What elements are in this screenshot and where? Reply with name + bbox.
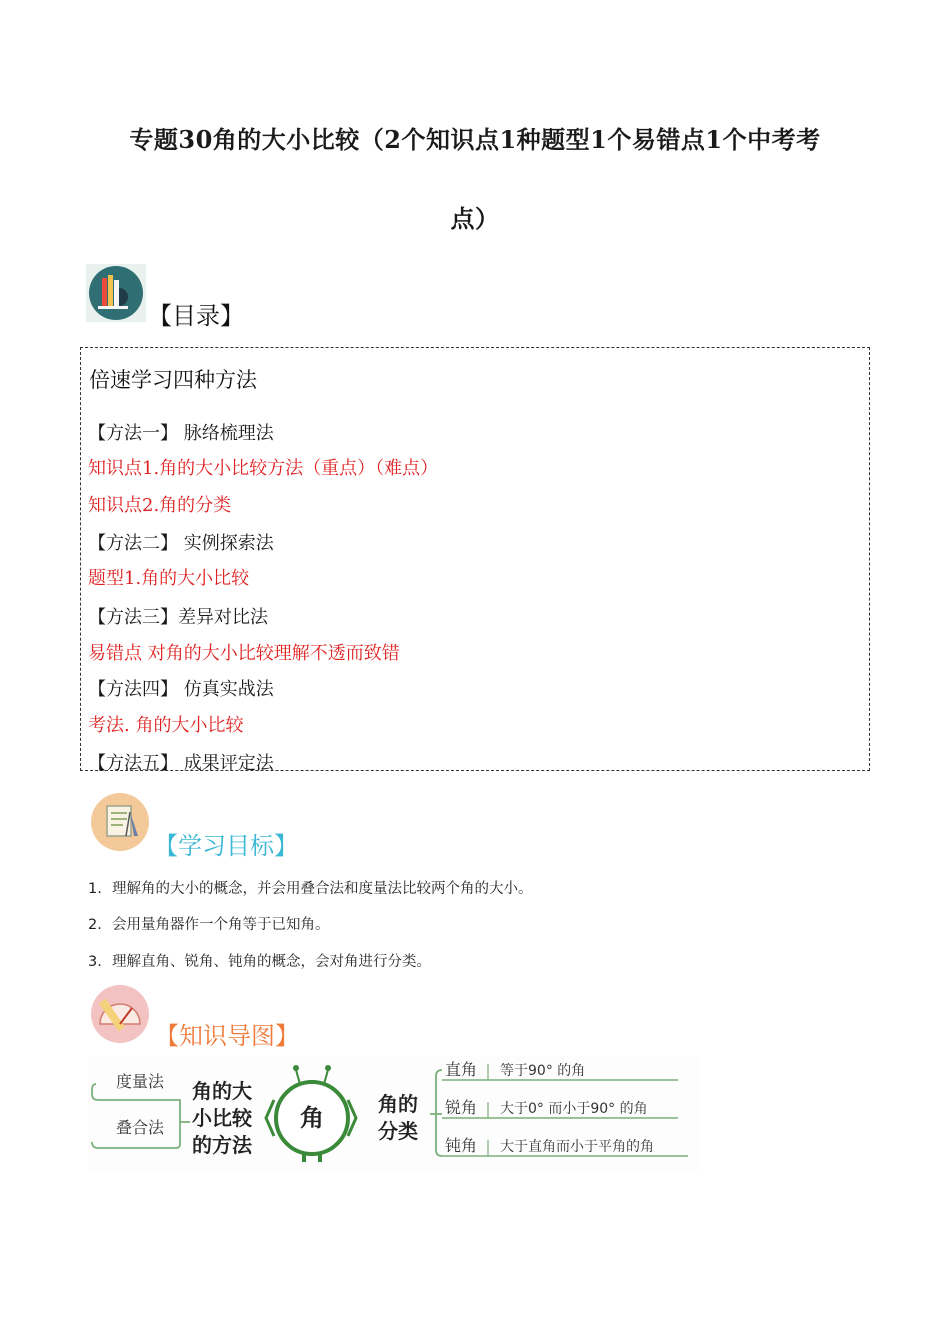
books-icon bbox=[86, 264, 146, 322]
goal-text: 理解直角、锐角、钝角的概念，会对角进行分类。 bbox=[112, 954, 431, 970]
mindmap-left-title-1: 角的大 bbox=[192, 1079, 252, 1103]
mindmap-branch-name-3: 钝角 bbox=[445, 1136, 478, 1155]
mindmap-left-item-2: 叠合法 bbox=[116, 1118, 165, 1137]
goals-section-label: 【学习目标】 bbox=[154, 832, 298, 860]
goal-number: 2. bbox=[88, 917, 102, 933]
page-title-line-1: 专题30角的大小比较（2个知识点1种题型1个易错点1个中考考 bbox=[129, 125, 821, 154]
goal-text: 理解角的大小的概念，并会用叠合法和度量法比较两个角的大小。 bbox=[112, 881, 533, 897]
mindmap-right-title-1: 角的 bbox=[378, 1092, 418, 1116]
goal-item-1 bbox=[88, 877, 533, 898]
toc-line-knowledge-1[interactable]: 知识点1.角的大小比较方法（重点）（难点） bbox=[88, 458, 439, 479]
notebook-icon bbox=[90, 792, 152, 852]
mindmap-left-title-2: 小比较 bbox=[192, 1106, 252, 1130]
mindmap-branch-name-1: 直角 bbox=[445, 1060, 478, 1079]
mindmap-branch-desc-2: 大于0° 而小于90° 的角 bbox=[500, 1101, 648, 1117]
goal-item-3 bbox=[88, 950, 431, 971]
toc-line-knowledge-2[interactable]: 知识点2.角的分类 bbox=[88, 495, 232, 516]
protractor-icon bbox=[90, 984, 152, 1044]
toc-line-exam-method[interactable]: 考法. 角的大小比较 bbox=[88, 715, 244, 736]
toc-box bbox=[80, 347, 870, 774]
mindmap-branch-desc-3: 大于直角而小于平角的角 bbox=[500, 1139, 654, 1155]
goal-item-2 bbox=[88, 913, 330, 934]
toc-section-label: 【目录】 bbox=[148, 302, 244, 330]
mindmap-right-title-2: 分类 bbox=[378, 1119, 418, 1143]
toc-line-type-1[interactable]: 题型1.角的大小比较 bbox=[88, 568, 250, 589]
toc-heading: 倍速学习四种方法 bbox=[89, 368, 257, 392]
goal-number: 1. bbox=[88, 881, 102, 897]
mindmap-branch-desc-1: 等于90° 的角 bbox=[500, 1063, 586, 1079]
mindmap-left-title-3: 的方法 bbox=[192, 1133, 252, 1157]
page-title-line-2: 点） bbox=[450, 204, 500, 233]
toc-line-method-1[interactable]: 【方法一】 脉络梳理法 bbox=[88, 423, 274, 444]
toc-line-method-5[interactable]: 【方法五】 成果评定法 bbox=[88, 753, 274, 774]
goal-number: 3. bbox=[88, 954, 102, 970]
knowledge-mindmap bbox=[88, 1056, 698, 1171]
goal-text: 会用量角器作一个角等于已知角。 bbox=[112, 917, 330, 933]
mindmap-center-node: 角 bbox=[300, 1104, 324, 1132]
mindmap-left-item-1: 度量法 bbox=[116, 1072, 165, 1091]
toc-line-method-3[interactable]: 【方法三】差异对比法 bbox=[88, 607, 268, 628]
toc-line-method-4[interactable]: 【方法四】 仿真实战法 bbox=[88, 679, 274, 700]
toc-line-method-2[interactable]: 【方法二】 实例探索法 bbox=[88, 533, 274, 554]
toc-line-error-point[interactable]: 易错点 对角的大小比较理解不透而致错 bbox=[88, 643, 400, 664]
mindmap-branch-name-2: 锐角 bbox=[445, 1098, 478, 1117]
mindmap-section-label: 【知识导图】 bbox=[155, 1022, 299, 1050]
